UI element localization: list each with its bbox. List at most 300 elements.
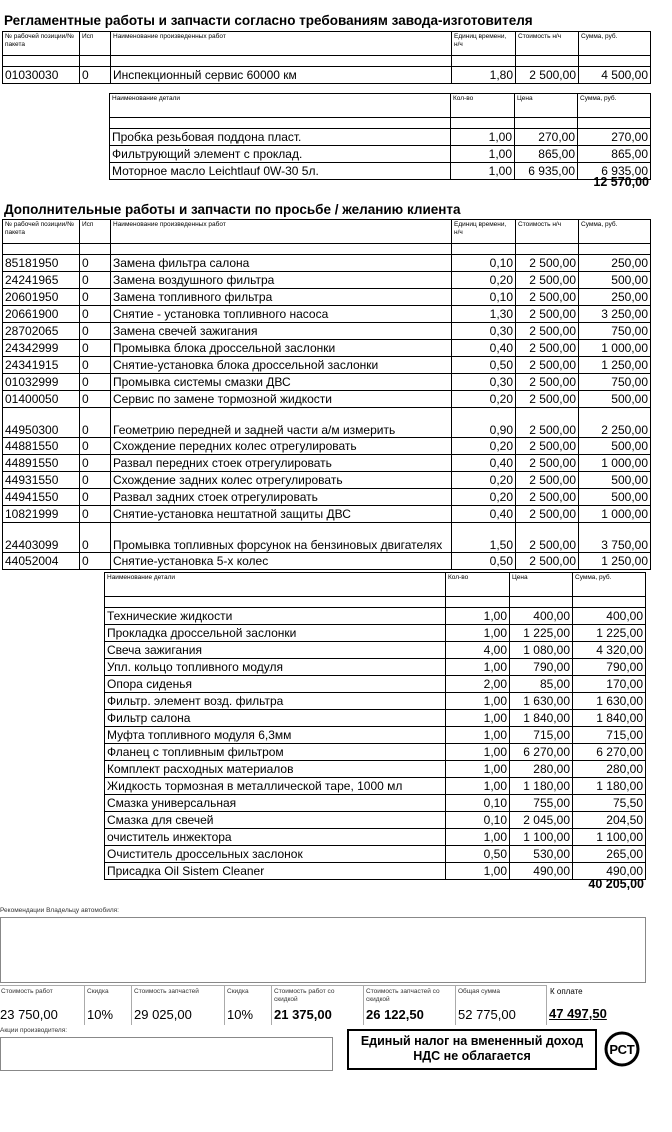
col-hours-header: Единиц времени, н/ч [452, 220, 516, 244]
part-name: Смазка универсальная [105, 795, 446, 812]
col-part-name-header: Наименование детали [110, 94, 451, 118]
part-price: 1 180,00 [510, 778, 573, 795]
part-sum: 1 100,00 [573, 829, 646, 846]
work-name: Инспекционный сервис 60000 км [111, 67, 452, 84]
part-row [105, 693, 646, 710]
work-rate: 2 500,00 [516, 391, 579, 408]
work-exec: 0 [80, 374, 111, 391]
summary-divider [363, 985, 364, 1025]
blank-cell [105, 597, 446, 608]
work-sum: 1 000,00 [579, 506, 651, 523]
work-hours: 0,30 [452, 374, 516, 391]
work-exec: 0 [80, 506, 111, 523]
work-name: Снятие-установка нештатной защиты ДВС [111, 506, 452, 523]
total-value: 52 775,00 [458, 1007, 516, 1022]
part-qty: 1,00 [446, 727, 510, 744]
section2-title: Дополнительные работы и запчасти по просьбе / желанию клиента [4, 202, 461, 217]
discount1-label: Скидка [87, 988, 109, 995]
work-hours: 0,40 [452, 506, 516, 523]
part-name: Присадка Oil Sistem Cleaner [105, 863, 446, 880]
work-rate: 2 500,00 [516, 523, 579, 553]
work-row [3, 489, 651, 506]
part-price: 755,00 [510, 795, 573, 812]
work-hours: 0,30 [452, 323, 516, 340]
blank-cell [515, 118, 578, 129]
part-sum: 75,50 [573, 795, 646, 812]
work-code: 44891550 [3, 455, 80, 472]
work-hours: 0,10 [452, 255, 516, 272]
work-row [3, 523, 651, 553]
work-rate: 2 500,00 [516, 67, 579, 84]
part-qty: 1,00 [446, 693, 510, 710]
part-qty: 1,00 [446, 659, 510, 676]
part-row [105, 659, 646, 676]
work-code: 20601950 [3, 289, 80, 306]
work-rate: 2 500,00 [516, 374, 579, 391]
col-part-name-header: Наименование детали [105, 573, 446, 597]
recommendations-label: Рекомендации Владельцу автомобиля: [0, 907, 119, 914]
part-price: 6 270,00 [510, 744, 573, 761]
work-sum: 500,00 [579, 489, 651, 506]
part-sum: 715,00 [573, 727, 646, 744]
blank-cell [510, 597, 573, 608]
part-row [105, 795, 646, 812]
work-name: Замена свечей зажигания [111, 323, 452, 340]
work-exec: 0 [80, 391, 111, 408]
work-rate: 2 500,00 [516, 553, 579, 570]
work-hours: 0,20 [452, 391, 516, 408]
part-row [105, 744, 646, 761]
parts-discounted-label: Стоимость запчастей со скидкой [366, 988, 440, 1003]
section1-parts-table [109, 93, 651, 180]
work-sum: 1 250,00 [579, 357, 651, 374]
part-price: 715,00 [510, 727, 573, 744]
promo-box [0, 1037, 333, 1071]
col-position-header: № рабочей позиции/№ пакета [3, 32, 80, 56]
work-name: Снятие - установка топливного насоса [111, 306, 452, 323]
work-name: Сервис по замене тормозной жидкости [111, 391, 452, 408]
blank-cell [111, 244, 452, 255]
part-qty: 1,00 [446, 625, 510, 642]
work-sum: 500,00 [579, 472, 651, 489]
part-name: очиститель инжектора [105, 829, 446, 846]
work-exec: 0 [80, 357, 111, 374]
part-qty: 1,00 [451, 129, 515, 146]
work-hours: 0,20 [452, 272, 516, 289]
work-row [3, 323, 651, 340]
work-hours: 0,50 [452, 553, 516, 570]
part-row [105, 778, 646, 795]
blank-row [3, 244, 651, 255]
blank-cell [579, 56, 651, 67]
work-sum: 4 500,00 [579, 67, 651, 84]
work-name: Схождение передних колес отрегулировать [111, 438, 452, 455]
work-code: 24341915 [3, 357, 80, 374]
part-price: 1 630,00 [510, 693, 573, 710]
work-rate: 2 500,00 [516, 255, 579, 272]
part-qty: 2,00 [446, 676, 510, 693]
part-name: Пробка резьбовая поддона пласт. [110, 129, 451, 146]
work-hours: 0,50 [452, 357, 516, 374]
work-code: 20661900 [3, 306, 80, 323]
discount1-value: 10% [87, 1007, 114, 1022]
work-name: Промывка системы смазки ДВС [111, 374, 452, 391]
part-name: Свеча зажигания [105, 642, 446, 659]
work-row [3, 272, 651, 289]
rst-certification-icon [604, 1031, 640, 1067]
part-row [105, 829, 646, 846]
part-name: Очиститель дроссельных заслонок [105, 846, 446, 863]
part-row [105, 846, 646, 863]
work-hours: 0,20 [452, 472, 516, 489]
work-exec: 0 [80, 255, 111, 272]
work-hours: 1,80 [452, 67, 516, 84]
blank-cell [452, 56, 516, 67]
work-row [3, 455, 651, 472]
part-name: Прокладка дроссельной заслонки [105, 625, 446, 642]
work-row [3, 289, 651, 306]
work-hours: 0,10 [452, 289, 516, 306]
col-price-header: Цена [510, 573, 573, 597]
work-sum: 1 250,00 [579, 553, 651, 570]
part-price: 1 100,00 [510, 829, 573, 846]
work-hours: 0,90 [452, 408, 516, 438]
part-price: 270,00 [515, 129, 578, 146]
section1-works-body [3, 32, 651, 84]
summary-top-line [0, 985, 546, 986]
work-exec: 0 [80, 455, 111, 472]
work-code: 01032999 [3, 374, 80, 391]
work-sum: 1 000,00 [579, 455, 651, 472]
work-exec: 0 [80, 472, 111, 489]
work-name: Замена фильтра салона [111, 255, 452, 272]
work-name: Промывка топливных форсунок на бензиновых двигателях [111, 523, 452, 553]
work-code: 44941550 [3, 489, 80, 506]
part-name: Фильтр. элемент возд. фильтра [105, 693, 446, 710]
part-sum: 6 270,00 [573, 744, 646, 761]
work-row [3, 255, 651, 272]
part-row [105, 676, 646, 693]
col-qty-header: Кол-во [446, 573, 510, 597]
part-sum: 4 320,00 [573, 642, 646, 659]
part-sum: 1 840,00 [573, 710, 646, 727]
part-price: 1 840,00 [510, 710, 573, 727]
part-row [105, 608, 646, 625]
part-qty: 0,10 [446, 795, 510, 812]
works-cost-label: Стоимость работ [1, 988, 53, 995]
work-name: Схождение задних колес отрегулировать [111, 472, 452, 489]
work-code: 85181950 [3, 255, 80, 272]
blank-cell [452, 244, 516, 255]
col-rate-header: Стоимость н/ч [516, 220, 579, 244]
part-name: Фильтрующий элемент с проклад. [110, 146, 451, 163]
work-code: 10821999 [3, 506, 80, 523]
part-sum: 490,00 [573, 863, 646, 880]
part-row [105, 761, 646, 778]
section1-works-table [2, 31, 651, 84]
part-sum: 270,00 [578, 129, 651, 146]
recommendations-box [0, 917, 646, 983]
col-exec-header: Исп [80, 220, 111, 244]
part-sum: 6 935,00 [578, 163, 651, 180]
tax-notice-line2: НДС не облагается [413, 1049, 531, 1063]
part-row [110, 129, 651, 146]
work-sum: 500,00 [579, 438, 651, 455]
work-exec: 0 [80, 306, 111, 323]
work-code: 44950300 [3, 408, 80, 438]
parts-discounted-value: 26 122,50 [366, 1007, 424, 1022]
part-qty: 0,50 [446, 846, 510, 863]
blank-row [105, 597, 646, 608]
work-row [3, 340, 651, 357]
part-price: 85,00 [510, 676, 573, 693]
part-qty: 1,00 [451, 146, 515, 163]
part-name: Муфта топливного модуля 6,3мм [105, 727, 446, 744]
part-price: 490,00 [510, 863, 573, 880]
part-qty: 1,00 [446, 778, 510, 795]
rst-logo-text: РСТ [609, 1042, 635, 1057]
tax-notice-line1: Единый налог на вмененный доход [360, 1034, 584, 1048]
parts-cost-label: Стоимость запчастей [134, 988, 199, 995]
work-rate: 2 500,00 [516, 289, 579, 306]
work-code: 01400050 [3, 391, 80, 408]
col-exec-header: Исп [80, 32, 111, 56]
blank-cell [80, 56, 111, 67]
part-sum: 1 630,00 [573, 693, 646, 710]
part-row [105, 710, 646, 727]
work-exec: 0 [80, 323, 111, 340]
work-name: Замена топливного фильтра [111, 289, 452, 306]
part-name: Фланец с топливным фильтром [105, 744, 446, 761]
works-discounted-label: Стоимость работ со скидкой [274, 988, 335, 1003]
part-price: 2 045,00 [510, 812, 573, 829]
col-sum-header: Сумма, руб. [579, 220, 651, 244]
work-rate: 2 500,00 [516, 357, 579, 374]
work-rate: 2 500,00 [516, 489, 579, 506]
part-name: Смазка для свечей [105, 812, 446, 829]
summary-divider [84, 985, 85, 1025]
col-work-name-header: Наименование произведенных работ [111, 220, 452, 244]
blank-row [3, 56, 651, 67]
part-qty: 1,00 [446, 710, 510, 727]
part-price: 280,00 [510, 761, 573, 778]
blank-cell [573, 597, 646, 608]
part-row [105, 812, 646, 829]
part-row [105, 625, 646, 642]
blank-row [110, 118, 651, 129]
work-row [3, 391, 651, 408]
work-row [3, 472, 651, 489]
discount2-value: 10% [227, 1007, 254, 1022]
section2-works-body [3, 220, 651, 570]
part-price: 1 080,00 [510, 642, 573, 659]
part-price: 1 225,00 [510, 625, 573, 642]
work-exec: 0 [80, 553, 111, 570]
part-qty: 1,00 [446, 744, 510, 761]
work-row [3, 357, 651, 374]
part-name: Фильтр салона [105, 710, 446, 727]
part-row [105, 642, 646, 659]
work-name: Геометрию передней и задней части а/м измерить [111, 408, 452, 438]
work-row [3, 553, 651, 570]
blank-cell [446, 597, 510, 608]
work-rate: 2 500,00 [516, 306, 579, 323]
part-name: Жидкость тормозная в металлической таре, 1000 мл [105, 778, 446, 795]
part-qty: 4,00 [446, 642, 510, 659]
work-name: Снятие-установка 5-х колес [111, 553, 452, 570]
col-position-header: № рабочей позиции/№ пакета [3, 220, 80, 244]
work-rate: 2 500,00 [516, 408, 579, 438]
blank-cell [578, 118, 651, 129]
work-sum: 750,00 [579, 323, 651, 340]
work-hours: 0,40 [452, 455, 516, 472]
part-qty: 1,00 [446, 761, 510, 778]
section2-total: 40 205,00 [588, 877, 644, 891]
part-name: Моторное масло Leichtlauf 0W-30 5л. [110, 163, 451, 180]
part-row [110, 163, 651, 180]
work-sum: 500,00 [579, 272, 651, 289]
work-hours: 1,50 [452, 523, 516, 553]
tax-notice [347, 1029, 597, 1070]
part-sum: 865,00 [578, 146, 651, 163]
work-hours: 0,20 [452, 489, 516, 506]
part-sum: 170,00 [573, 676, 646, 693]
part-sum: 400,00 [573, 608, 646, 625]
part-price: 790,00 [510, 659, 573, 676]
work-exec: 0 [80, 438, 111, 455]
work-rate: 2 500,00 [516, 506, 579, 523]
blank-cell [110, 118, 451, 129]
section2-parts-table [104, 572, 646, 880]
col-qty-header: Кол-во [451, 94, 515, 118]
parts-cost-value: 29 025,00 [134, 1007, 192, 1022]
work-rate: 2 500,00 [516, 472, 579, 489]
summary-divider [224, 985, 225, 1025]
work-sum: 750,00 [579, 374, 651, 391]
part-name: Технические жидкости [105, 608, 446, 625]
part-price: 400,00 [510, 608, 573, 625]
work-name: Промывка блока дроссельной заслонки [111, 340, 452, 357]
part-name: Опора сиденья [105, 676, 446, 693]
part-qty: 1,00 [446, 863, 510, 880]
part-qty: 1,00 [446, 608, 510, 625]
col-rate-header: Стоимость н/ч [516, 32, 579, 56]
discount2-label: Скидка [227, 988, 249, 995]
work-row [3, 306, 651, 323]
section1-parts-body [110, 94, 651, 180]
work-hours: 1,30 [452, 306, 516, 323]
header-row [3, 220, 651, 244]
works-cost-value: 23 750,00 [0, 1007, 58, 1022]
header-row [105, 573, 646, 597]
part-qty: 0,10 [446, 812, 510, 829]
part-sum: 1 225,00 [573, 625, 646, 642]
blank-cell [451, 118, 515, 129]
part-row [105, 727, 646, 744]
part-row [105, 863, 646, 880]
work-code: 24342999 [3, 340, 80, 357]
work-rate: 2 500,00 [516, 455, 579, 472]
blank-cell [3, 56, 80, 67]
part-price: 865,00 [515, 146, 578, 163]
part-sum: 1 180,00 [573, 778, 646, 795]
work-code: 44052004 [3, 553, 80, 570]
work-code: 24241965 [3, 272, 80, 289]
part-name: Упл. кольцо топливного модуля [105, 659, 446, 676]
promo-label: Акции производителя: [0, 1027, 68, 1034]
work-code: 24403099 [3, 523, 80, 553]
work-name: Замена воздушного фильтра [111, 272, 452, 289]
work-code: 28702065 [3, 323, 80, 340]
part-qty: 1,00 [446, 829, 510, 846]
blank-cell [516, 244, 579, 255]
summary-divider [546, 985, 547, 1025]
section2-parts-body [105, 573, 646, 880]
blank-cell [111, 56, 452, 67]
work-row [3, 374, 651, 391]
work-code: 01030030 [3, 67, 80, 84]
work-exec: 0 [80, 340, 111, 357]
work-rate: 2 500,00 [516, 323, 579, 340]
work-sum: 1 000,00 [579, 340, 651, 357]
work-code: 44881550 [3, 438, 80, 455]
work-exec: 0 [80, 289, 111, 306]
col-price-header: Цена [515, 94, 578, 118]
work-row [3, 67, 651, 84]
work-sum: 500,00 [579, 391, 651, 408]
work-rate: 2 500,00 [516, 272, 579, 289]
work-sum: 250,00 [579, 289, 651, 306]
work-name: Развал передних стоек отрегулировать [111, 455, 452, 472]
col-sum-header: Сумма, руб. [573, 573, 646, 597]
summary-divider [131, 985, 132, 1025]
work-rate: 2 500,00 [516, 340, 579, 357]
work-exec: 0 [80, 67, 111, 84]
part-name: Комплект расходных материалов [105, 761, 446, 778]
work-sum: 3 750,00 [579, 523, 651, 553]
work-exec: 0 [80, 523, 111, 553]
summary-divider [455, 985, 456, 1025]
part-row [110, 146, 651, 163]
work-name: Снятие-установка блока дроссельной заслонки [111, 357, 452, 374]
blank-cell [579, 244, 651, 255]
blank-cell [3, 244, 80, 255]
section1-total: 12 570,00 [593, 175, 649, 189]
work-name: Развал задних стоек отрегулировать [111, 489, 452, 506]
blank-cell [80, 244, 111, 255]
work-exec: 0 [80, 272, 111, 289]
col-hours-header: Единиц времени, н/ч [452, 32, 516, 56]
work-exec: 0 [80, 408, 111, 438]
work-sum: 3 250,00 [579, 306, 651, 323]
part-price: 6 935,00 [515, 163, 578, 180]
to-pay-label: К оплате [550, 987, 583, 996]
part-price: 530,00 [510, 846, 573, 863]
part-qty: 1,00 [451, 163, 515, 180]
work-exec: 0 [80, 489, 111, 506]
col-sum-header: Сумма, руб. [579, 32, 651, 56]
col-sum-header: Сумма, руб. [578, 94, 651, 118]
works-discounted-value: 21 375,00 [274, 1007, 332, 1022]
header-row [110, 94, 651, 118]
header-row [3, 32, 651, 56]
work-code: 44931550 [3, 472, 80, 489]
work-row [3, 438, 651, 455]
part-sum: 280,00 [573, 761, 646, 778]
work-hours: 0,40 [452, 340, 516, 357]
work-row [3, 408, 651, 438]
work-hours: 0,20 [452, 438, 516, 455]
